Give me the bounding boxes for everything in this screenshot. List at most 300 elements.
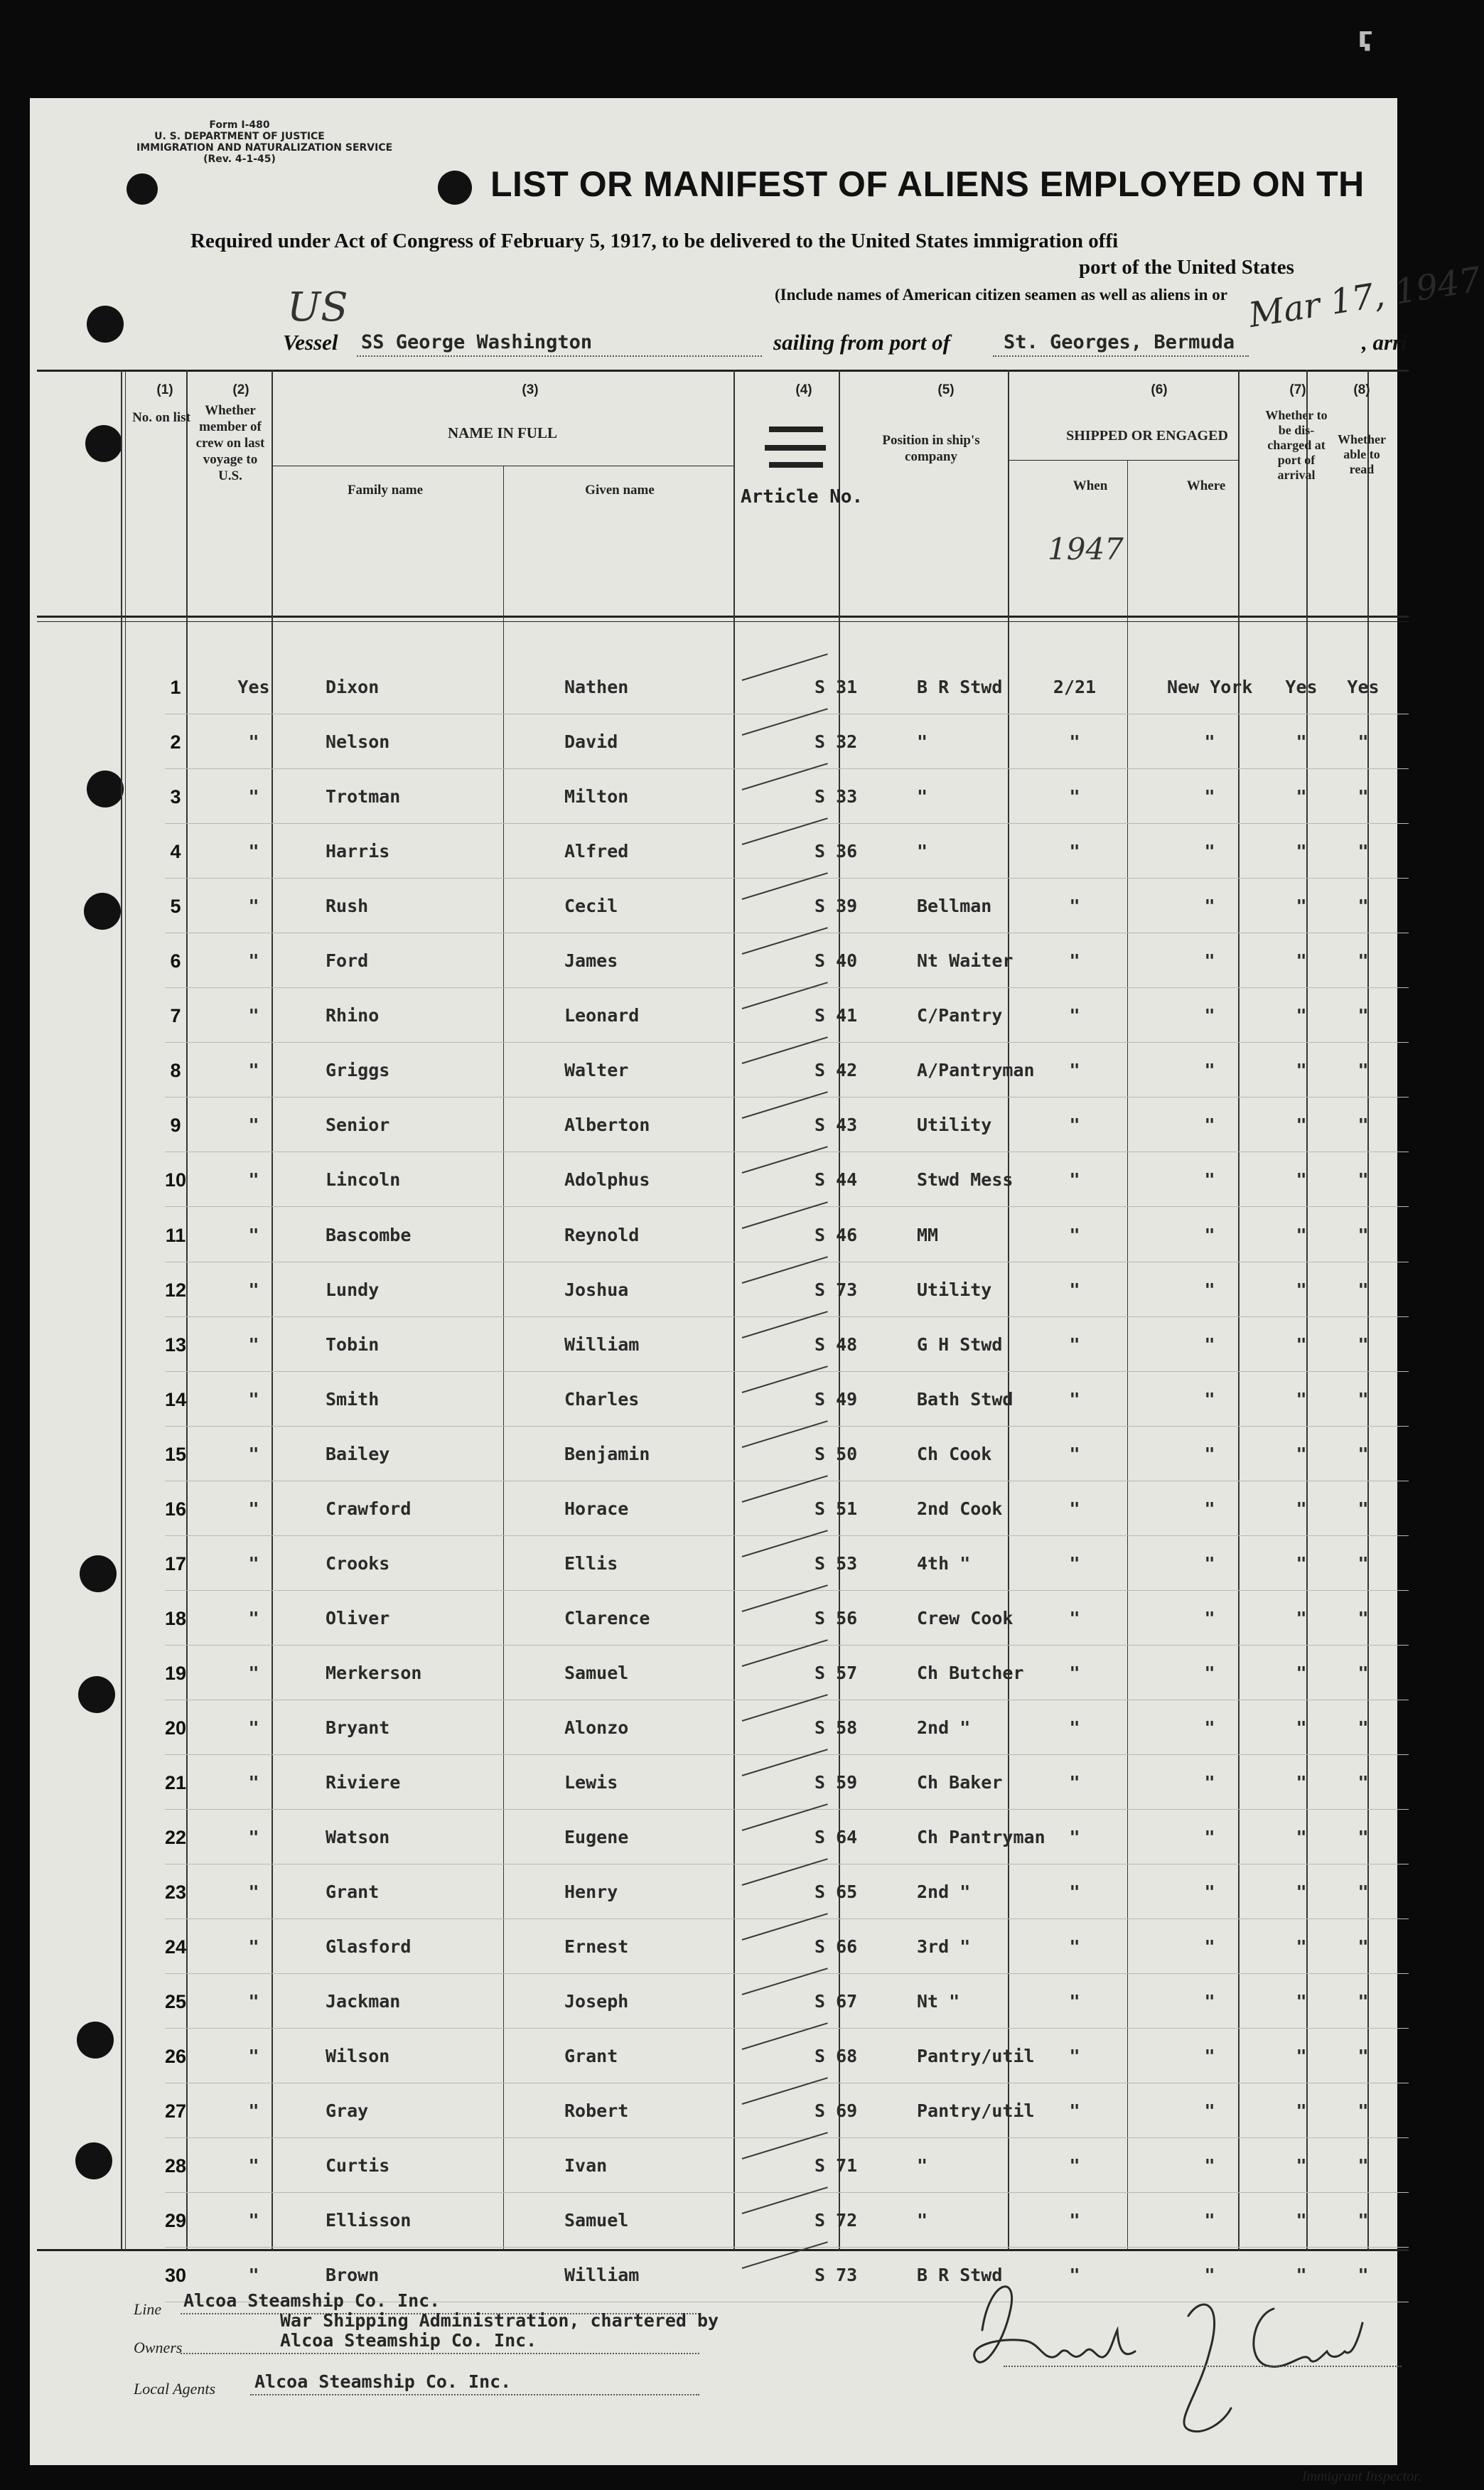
discharged-flag: ": [1296, 1717, 1307, 1738]
engaged-when: ": [1069, 1333, 1080, 1355]
row-number: 28: [164, 2155, 187, 2177]
row-number: 19: [164, 1662, 187, 1684]
ship-position: B R Stwd: [917, 2265, 1003, 2286]
engaged-when: ": [1069, 1443, 1080, 1464]
engaged-where: ": [1204, 1333, 1215, 1355]
discharged-flag: ": [1296, 1827, 1307, 1848]
family-name: Grant: [326, 1882, 380, 1903]
owners-label: Owners: [134, 2339, 183, 2356]
row-number: 23: [164, 1882, 187, 1904]
engaged-where: ": [1204, 841, 1215, 862]
engaged-when: ": [1069, 841, 1080, 862]
article-number: S 41: [814, 1005, 858, 1026]
given-name: Samuel: [564, 1662, 629, 1683]
able-to-read-flag: ": [1357, 1060, 1369, 1081]
article-number: S 33: [814, 786, 858, 807]
engaged-where: ": [1204, 1443, 1215, 1464]
able-to-read-flag: ": [1357, 2210, 1369, 2231]
family-name: Rush: [326, 896, 369, 917]
discharged-flag: ": [1296, 2046, 1307, 2067]
given-name: Ivan: [564, 2155, 608, 2177]
punch-hole: [127, 173, 158, 205]
crew-member-flag: ": [248, 2210, 259, 2231]
family-name: Lundy: [326, 1279, 380, 1300]
crew-member-flag: ": [248, 841, 259, 862]
engaged-where: ": [1204, 1607, 1215, 1628]
given-name: Leonard: [564, 1005, 640, 1026]
col-num-4: (4): [795, 382, 812, 397]
engaged-where: ": [1204, 950, 1215, 972]
crew-member-flag: ": [248, 1115, 259, 1136]
crew-member-flag: ": [248, 2155, 259, 2177]
ship-position: Ch Cook: [917, 1443, 992, 1464]
row-rule: [165, 1371, 1409, 1372]
crew-member-flag: ": [248, 1662, 259, 1683]
corner-mark: ӷ: [1357, 21, 1372, 54]
engaged-where: ": [1204, 1005, 1215, 1026]
crew-member-flag: Yes: [237, 677, 270, 697]
engaged-where: ": [1204, 1169, 1215, 1191]
row-rule: [165, 1809, 1409, 1810]
ship-position: MM: [917, 1224, 939, 1245]
discharged-flag: ": [1296, 950, 1307, 972]
article-number: S 73: [814, 1279, 858, 1300]
engaged-when: ": [1069, 2210, 1080, 2231]
family-name: Bascombe: [326, 1224, 412, 1245]
manifest-table: [37, 370, 1409, 2252]
crew-member-flag: ": [248, 1717, 259, 1738]
able-to-read-flag: ": [1357, 950, 1369, 972]
row-rule: [165, 1645, 1409, 1646]
header-given-name: Given name: [585, 483, 655, 498]
row-number: 16: [164, 1498, 187, 1520]
header-no-on-list: No. on list: [132, 410, 190, 425]
department-name: U. S. DEPARTMENT OF JUSTICE: [154, 131, 325, 142]
ship-position: Crew Cook: [917, 1607, 1013, 1628]
row-rule: [165, 2137, 1409, 2138]
given-name: William: [564, 2265, 640, 2286]
engaged-where: ": [1204, 1662, 1215, 1683]
discharged-flag: ": [1296, 1498, 1307, 1519]
punch-hole: [87, 306, 124, 343]
ship-position: Utility: [917, 1115, 992, 1136]
article-number: S 58: [814, 1717, 858, 1738]
able-to-read-flag: ": [1357, 1772, 1369, 1793]
discharged-flag: ": [1296, 1991, 1307, 2012]
row-number: 3: [170, 786, 181, 808]
article-number: S 67: [814, 1991, 858, 2012]
engaged-when: ": [1069, 786, 1080, 807]
crew-member-flag: ": [248, 731, 259, 753]
able-to-read-flag: ": [1357, 1279, 1369, 1300]
row-number: 9: [170, 1115, 181, 1137]
given-name: Charles: [564, 1388, 640, 1410]
ship-position: B R Stwd: [917, 677, 1003, 697]
crew-member-flag: ": [248, 896, 259, 917]
article-number: S 71: [814, 2155, 858, 2177]
engaged-when: ": [1069, 2155, 1080, 2177]
article-number: S 42: [814, 1060, 858, 1081]
row-number: 13: [164, 1333, 187, 1356]
given-name: Robert: [564, 2100, 629, 2122]
engaged-where: New York: [1167, 677, 1253, 697]
engaged-when: ": [1069, 2046, 1080, 2067]
article-number: S 68: [814, 2046, 858, 2067]
form-revision: (Rev. 4-1-45): [203, 154, 276, 165]
row-rule: [165, 823, 1409, 824]
article-number: S 32: [814, 731, 858, 753]
given-name: Alberton: [564, 1115, 650, 1136]
engaged-where: ": [1204, 1552, 1215, 1574]
article-number: S 50: [814, 1443, 858, 1464]
col-num-3: (3): [522, 382, 539, 397]
given-name: Ernest: [564, 1936, 629, 1958]
engaged-where: ": [1204, 2155, 1215, 2177]
col-num-2: (2): [232, 382, 249, 397]
form-identifier: [136, 119, 393, 165]
article-number: S 59: [814, 1772, 858, 1793]
owners-field-line: [181, 2353, 699, 2354]
family-name: Jackman: [326, 1991, 401, 2012]
row-rule: [165, 987, 1409, 988]
article-number: S 48: [814, 1333, 858, 1355]
discharged-flag: ": [1296, 1279, 1307, 1300]
discharged-flag: ": [1296, 1607, 1307, 1628]
discharged-flag: ": [1296, 1882, 1307, 1903]
row-number: 21: [164, 1772, 187, 1793]
discharged-flag: ": [1296, 2265, 1307, 2286]
family-name: Dixon: [326, 677, 380, 697]
row-number: 12: [164, 1279, 187, 1301]
ship-position: Utility: [917, 1279, 992, 1300]
discharged-flag: ": [1296, 1224, 1307, 1245]
article-number: S 51: [814, 1498, 858, 1519]
given-name: Grant: [564, 2046, 618, 2067]
row-rule: [165, 1042, 1409, 1043]
crew-member-flag: ": [248, 1279, 259, 1300]
engaged-where: ": [1204, 1279, 1215, 1300]
able-to-read-flag: ": [1357, 1333, 1369, 1355]
crew-member-flag: ": [248, 1552, 259, 1574]
family-name: Crawford: [326, 1498, 412, 1519]
discharged-flag: ": [1296, 1169, 1307, 1191]
handwritten-annotation: US: [287, 284, 348, 331]
line-value: Alcoa Steamship Co. Inc.: [183, 2290, 441, 2311]
ship-position: 4th ": [917, 1552, 971, 1574]
engaged-where: ": [1204, 786, 1215, 807]
article-number: S 65: [814, 1882, 858, 1903]
crew-member-flag: ": [248, 1060, 259, 1081]
engaged-when: ": [1069, 1060, 1080, 1081]
article-number: S 64: [814, 1827, 858, 1848]
family-name: Nelson: [326, 731, 390, 753]
header-discharged: Whether to be dis-charged at port of arrival: [1265, 408, 1328, 482]
article-number: S 56: [814, 1607, 858, 1628]
sailing-label: sailing from port of: [773, 330, 950, 355]
row-rule: [165, 1426, 1409, 1427]
row-number: 2: [170, 731, 181, 753]
form-number: Form I-480: [209, 119, 270, 131]
family-name: Smith: [326, 1388, 380, 1410]
row-number: 26: [164, 2046, 187, 2068]
given-name: Adolphus: [564, 1169, 650, 1191]
able-to-read-flag: ": [1357, 1169, 1369, 1191]
crew-member-flag: ": [248, 950, 259, 972]
row-number: 6: [170, 950, 181, 972]
family-name: Ford: [326, 950, 369, 972]
inspector-label: Immigrant Inspector.: [1302, 2469, 1421, 2484]
family-name: Riviere: [326, 1772, 401, 1793]
given-name: Walter: [564, 1060, 629, 1081]
manifest-page: [30, 98, 1484, 2484]
col-num-6: (6): [1151, 382, 1168, 397]
engaged-when: ": [1069, 896, 1080, 917]
able-to-read-flag: ": [1357, 1115, 1369, 1136]
able-to-read-flag: ": [1357, 1443, 1369, 1464]
family-name: Curtis: [326, 2155, 390, 2177]
article-number: S 66: [814, 1936, 858, 1958]
discharged-flag: ": [1296, 1005, 1307, 1026]
row-rule: [165, 1097, 1409, 1098]
handwritten-date: Mar 17, 1947: [1246, 259, 1484, 336]
engaged-where: ": [1204, 1882, 1215, 1903]
engaged-when: ": [1069, 1827, 1080, 1848]
able-to-read-flag: ": [1357, 1662, 1369, 1683]
agents-label: Local Agents: [134, 2380, 216, 2398]
ship-position: 3rd ": [917, 1936, 971, 1958]
engaged-when: ": [1069, 731, 1080, 753]
able-to-read-flag: ": [1357, 1005, 1369, 1026]
engaged-when: ": [1069, 1005, 1080, 1026]
handwritten-year: 1947: [1048, 532, 1124, 567]
owners-value-2: Alcoa Steamship Co. Inc.: [280, 2330, 537, 2351]
able-to-read-flag: ": [1357, 2046, 1369, 2067]
family-name: Wilson: [326, 2046, 390, 2067]
col-num-8: (8): [1353, 382, 1370, 397]
row-rule: [165, 878, 1409, 879]
redaction-mark: [769, 426, 823, 432]
able-to-read-flag: ": [1357, 1607, 1369, 1628]
article-number: S 43: [814, 1115, 858, 1136]
family-name: Ellisson: [326, 2210, 412, 2231]
engaged-where: ": [1204, 1388, 1215, 1410]
able-to-read-flag: ": [1357, 1936, 1369, 1958]
engaged-when: ": [1069, 1552, 1080, 1574]
able-to-read-flag: ": [1357, 1552, 1369, 1574]
engaged-where: ": [1204, 1115, 1215, 1136]
header-crew-member: Whether member of crew on last voyage to U.S.: [195, 403, 265, 483]
row-rule: [165, 768, 1409, 769]
ship-position: 2nd ": [917, 1882, 971, 1903]
row-rule: [165, 1973, 1409, 1974]
article-number: S 69: [814, 2100, 858, 2122]
inspector-field-line: [1004, 2366, 1402, 2367]
port-text: port of the United States: [1079, 256, 1294, 279]
header-position: Position in ship's company: [882, 433, 980, 464]
article-number: S 72: [814, 2210, 858, 2231]
col-num-5: (5): [937, 382, 955, 397]
engaged-when: ": [1069, 1115, 1080, 1136]
row-number: 24: [164, 1936, 187, 1958]
ship-position: ": [917, 2210, 928, 2231]
row-rule: [165, 2028, 1409, 2029]
row-number: 4: [170, 841, 181, 863]
discharged-flag: ": [1296, 1443, 1307, 1464]
departure-port: St. Georges, Bermuda: [1004, 331, 1235, 353]
family-name: Merkerson: [326, 1662, 422, 1683]
able-to-read-flag: ": [1357, 731, 1369, 753]
row-number: 10: [164, 1169, 187, 1191]
discharged-flag: ": [1296, 731, 1307, 753]
article-number: S 73: [814, 2265, 858, 2286]
row-rule: [165, 1535, 1409, 1536]
ship-position: Stwd Mess: [917, 1169, 1013, 1191]
given-name: David: [564, 731, 618, 753]
family-name: Senior: [326, 1115, 390, 1136]
able-to-read-flag: ": [1357, 2100, 1369, 2122]
svg-text:Herbert J. Conly: Herbert J. Conly: [954, 2252, 959, 2253]
family-name: Bailey: [326, 1443, 390, 1464]
crew-member-flag: ": [248, 2265, 259, 2286]
ship-position: Pantry/util: [917, 2046, 1035, 2067]
family-name: Crooks: [326, 1552, 390, 1574]
engaged-where: ": [1204, 1991, 1215, 2012]
engaged-when: ": [1069, 1991, 1080, 2012]
able-to-read-flag: ": [1357, 1717, 1369, 1738]
engaged-where: ": [1204, 2265, 1215, 2286]
service-name: IMMIGRATION AND NATURALIZATION SERVICE: [136, 142, 393, 154]
engaged-where: ": [1204, 2100, 1215, 2122]
given-name: Nathen: [564, 677, 629, 697]
ship-position: Ch Baker: [917, 1772, 1003, 1793]
row-number: 20: [164, 1717, 187, 1739]
crew-member-flag: ": [248, 1224, 259, 1245]
row-rule: [165, 1754, 1409, 1755]
discharged-flag: ": [1296, 1060, 1307, 1081]
family-name: Tobin: [326, 1333, 380, 1355]
engaged-where: ": [1204, 731, 1215, 753]
ship-position: ": [917, 786, 928, 807]
article-number: S 57: [814, 1662, 858, 1683]
engaged-where: ": [1204, 2210, 1215, 2231]
given-name: James: [564, 950, 618, 972]
header-where: Where: [1186, 478, 1226, 493]
row-number: 27: [164, 2100, 187, 2123]
able-to-read-flag: ": [1357, 1882, 1369, 1903]
given-name: Ellis: [564, 1552, 618, 1574]
family-name: Harris: [326, 841, 390, 862]
able-to-read-flag: ": [1357, 1827, 1369, 1848]
able-to-read-flag: ": [1357, 896, 1369, 917]
engaged-when: ": [1069, 950, 1080, 972]
inspector-signature: [954, 2252, 1409, 2465]
agents-field-line: [250, 2394, 699, 2395]
able-to-read-flag: ": [1357, 1224, 1369, 1245]
given-name: Joseph: [564, 1991, 629, 2012]
header-family-name: Family name: [347, 483, 424, 498]
agents-value: Alcoa Steamship Co. Inc.: [254, 2371, 512, 2392]
given-name: Samuel: [564, 2210, 629, 2231]
discharged-flag: ": [1296, 1936, 1307, 1958]
discharged-flag: ": [1296, 1333, 1307, 1355]
given-name: Milton: [564, 786, 629, 807]
ship-position: 2nd ": [917, 1717, 971, 1738]
given-name: Benjamin: [564, 1443, 650, 1464]
given-name: Alonzo: [564, 1717, 629, 1738]
able-to-read-flag: ": [1357, 1991, 1369, 2012]
discharged-flag: ": [1296, 1662, 1307, 1683]
article-number: S 31: [814, 677, 858, 697]
engaged-where: ": [1204, 1717, 1215, 1738]
ship-position: Pantry/util: [917, 2100, 1035, 2122]
row-number: 29: [164, 2210, 187, 2232]
discharged-flag: ": [1296, 2100, 1307, 2122]
crew-member-flag: ": [248, 1936, 259, 1958]
legal-requirement-text: Required under Act of Congress of February 5, 1917, to be delivered to the United States immigration offi: [190, 230, 1119, 252]
row-number: 22: [164, 1827, 187, 1849]
crew-member-flag: ": [248, 1827, 259, 1848]
article-number: S 53: [814, 1552, 858, 1574]
engaged-where: ": [1204, 1827, 1215, 1848]
discharged-flag: ": [1296, 841, 1307, 862]
crew-member-flag: ": [248, 1333, 259, 1355]
row-number: 15: [164, 1443, 187, 1465]
given-name: Lewis: [564, 1772, 618, 1793]
article-number: S 49: [814, 1388, 858, 1410]
vessel-field-line: [357, 355, 762, 357]
page-title: LIST OR MANIFEST OF ALIENS EMPLOYED ON TH: [490, 164, 1365, 204]
ship-position: G H Stwd: [917, 1333, 1003, 1355]
discharged-flag: Yes: [1285, 677, 1318, 697]
engaged-where: ": [1204, 1772, 1215, 1793]
able-to-read-flag: ": [1357, 841, 1369, 862]
row-number: 11: [165, 1224, 186, 1246]
article-number: S 39: [814, 896, 858, 917]
engaged-where: ": [1204, 2046, 1215, 2067]
row-number: 18: [164, 1607, 187, 1629]
family-name: Oliver: [326, 1607, 390, 1628]
crew-member-flag: ": [248, 1169, 259, 1191]
family-name: Glasford: [326, 1936, 412, 1958]
crew-member-flag: ": [248, 2100, 259, 2122]
ship-position: Bath Stwd: [917, 1388, 1013, 1410]
vessel-label: Vessel: [283, 330, 338, 355]
row-number: 14: [164, 1388, 187, 1410]
ship-position: Nt ": [917, 1991, 960, 2012]
row-number: 25: [164, 1991, 187, 2013]
engaged-when: ": [1069, 1498, 1080, 1519]
row-number: 1: [170, 677, 181, 698]
family-name: Brown: [326, 2265, 380, 2286]
able-to-read-flag: ": [1357, 1498, 1369, 1519]
vessel-name: SS George Washington: [361, 331, 593, 353]
able-to-read-flag: ": [1357, 2265, 1369, 2286]
ship-position: Ch Pantryman: [917, 1827, 1045, 1848]
ship-position: Nt Waiter: [917, 950, 1013, 972]
given-name: Cecil: [564, 896, 618, 917]
able-to-read-flag: ": [1357, 1388, 1369, 1410]
engaged-where: ": [1204, 1224, 1215, 1245]
row-rule: [165, 1206, 1409, 1207]
able-to-read-flag: ": [1357, 786, 1369, 807]
engaged-where: ": [1204, 896, 1215, 917]
given-name: Eugene: [564, 1827, 629, 1848]
crew-member-flag: ": [248, 786, 259, 807]
row-rule: [165, 2192, 1409, 2193]
row-number: 7: [170, 1005, 181, 1027]
given-name: Clarence: [564, 1607, 650, 1628]
ship-position: Ch Butcher: [917, 1662, 1024, 1683]
